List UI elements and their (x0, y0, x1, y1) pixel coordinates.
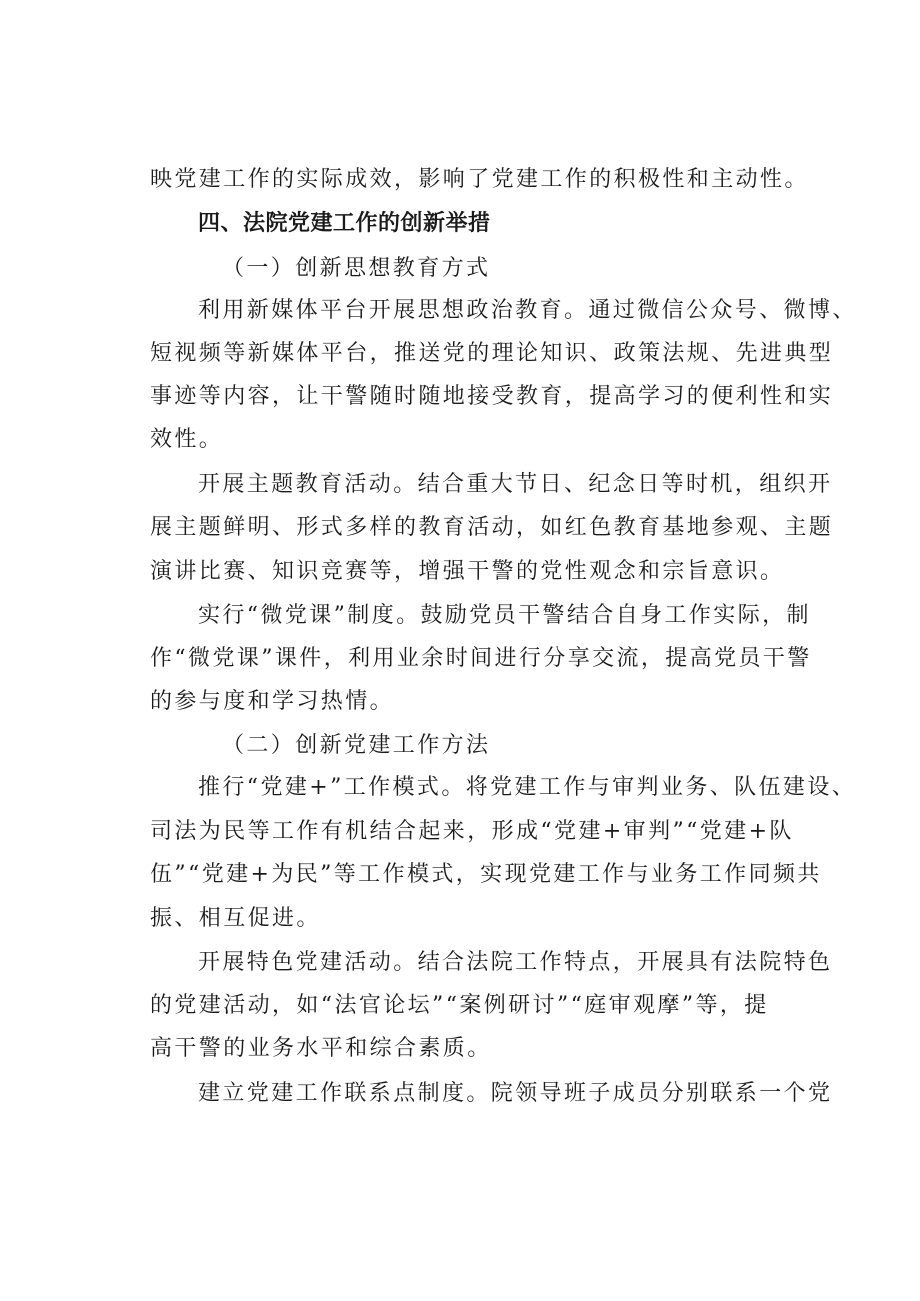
paragraph-line: 短视频等新媒体平台，推送党的理论知识、政策法规、先进典型 (150, 341, 834, 366)
section-heading: 四、法院党建工作的创新举措 (198, 211, 491, 236)
paragraph-line: 司法为民等工作有机结合起来，形成“党建+审判”“党建+队 (150, 819, 794, 844)
paragraph-line: 效性。 (150, 427, 224, 452)
subsection-heading: （二）创新党建工作方法 (222, 733, 491, 758)
paragraph-line: 建立党建工作联系点制度。院领导班子成员分别联系一个党 (198, 1081, 833, 1106)
paragraph-line: 事迹等内容，让干警随时随地接受教育，提高学习的便利性和实 (150, 384, 834, 409)
paragraph-line: 伍”“党建+为民”等工作模式，实现党建工作与业务工作同频共 (150, 862, 822, 887)
subsection-heading: （一）创新思想教育方式 (222, 256, 491, 281)
paragraph-line: 开展主题教育活动。结合重大节日、纪念日等时机，组织开 (198, 472, 833, 497)
paragraph-line: 开展特色党建活动。结合法院工作特点，开展具有法院特色 (198, 950, 833, 975)
paragraph-line: 展主题鲜明、形式多样的教育活动，如红色教育基地参观、主题 (150, 515, 834, 540)
paragraph-line: 利用新媒体平台开展思想政治教育。通过微信公众号、微博、 (198, 298, 857, 323)
paragraph-line: 的党建活动，如“法官论坛”“案例研讨”“庭审观摩”等，提 (150, 993, 769, 1018)
paragraph-line: 映党建工作的实际成效，影响了党建工作的积极性和主动性。 (150, 167, 809, 192)
paragraph-line: 演讲比赛、知识竞赛等，增强干警的党性观念和宗旨意识。 (150, 559, 785, 584)
paragraph-line: 的参与度和学习热情。 (150, 689, 395, 714)
paragraph-line: 振、相互促进。 (150, 906, 321, 931)
paragraph-line: 推行“党建+”工作模式。将党建工作与审判业务、队伍建设、 (198, 775, 857, 800)
paragraph-line: 高干警的业务水平和综合素质。 (150, 1036, 492, 1061)
paragraph-line: 实行“微党课”制度。鼓励党员干警结合自身工作实际，制 (198, 603, 811, 628)
paragraph-line: 作“微党课”课件，利用业余时间进行分享交流，提高党员干警 (150, 646, 812, 671)
